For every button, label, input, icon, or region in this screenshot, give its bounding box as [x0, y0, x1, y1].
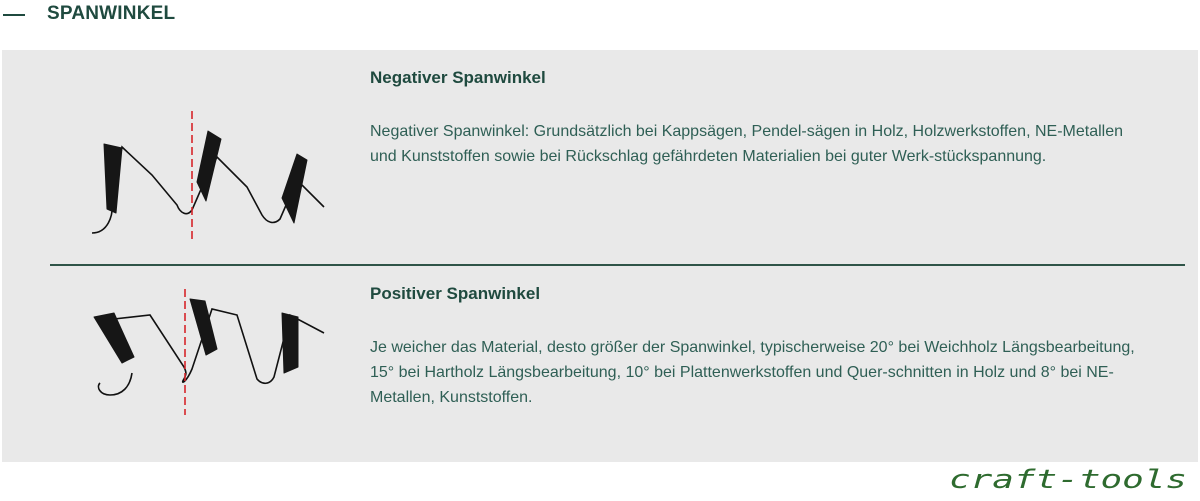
section-body-positive: Je weicher das Material, desto größer der Spanwinkel, typischerweise 20° bei Weichholz Längsbearbeitung, 15° bei Hartholz Längsbearbeitung, 10° bei Plattenwerkstoffen und Quer-schnitten in Holz und 8° bei NE-Metallen, Kunststoffen.	[370, 339, 1135, 406]
section-title-positive: Positiver Spanwinkel	[370, 284, 541, 303]
content-panel	[2, 50, 1198, 462]
page-title: SPANWINKEL	[47, 3, 176, 24]
craft-tools-logo	[947, 468, 1192, 496]
section-divider	[50, 264, 1185, 266]
section-header	[0, 0, 1200, 32]
brand-logo-text: craft-tools	[949, 468, 1187, 495]
positive-rake-diagram	[62, 287, 342, 437]
header-dash	[3, 14, 25, 16]
section-body-negative: Negativer Spanwinkel: Grundsätzlich bei Kappsägen, Pendel-sägen in Holz, Holzwerkstoffen, NE-Metallen und Kunststoffen sowie bei Rückschlag gefährdeten Materialien bei guter Werk-stückspannung.	[370, 123, 1123, 165]
section-title-negative: Negativer Spanwinkel	[370, 68, 546, 87]
negative-rake-diagram	[62, 105, 342, 255]
